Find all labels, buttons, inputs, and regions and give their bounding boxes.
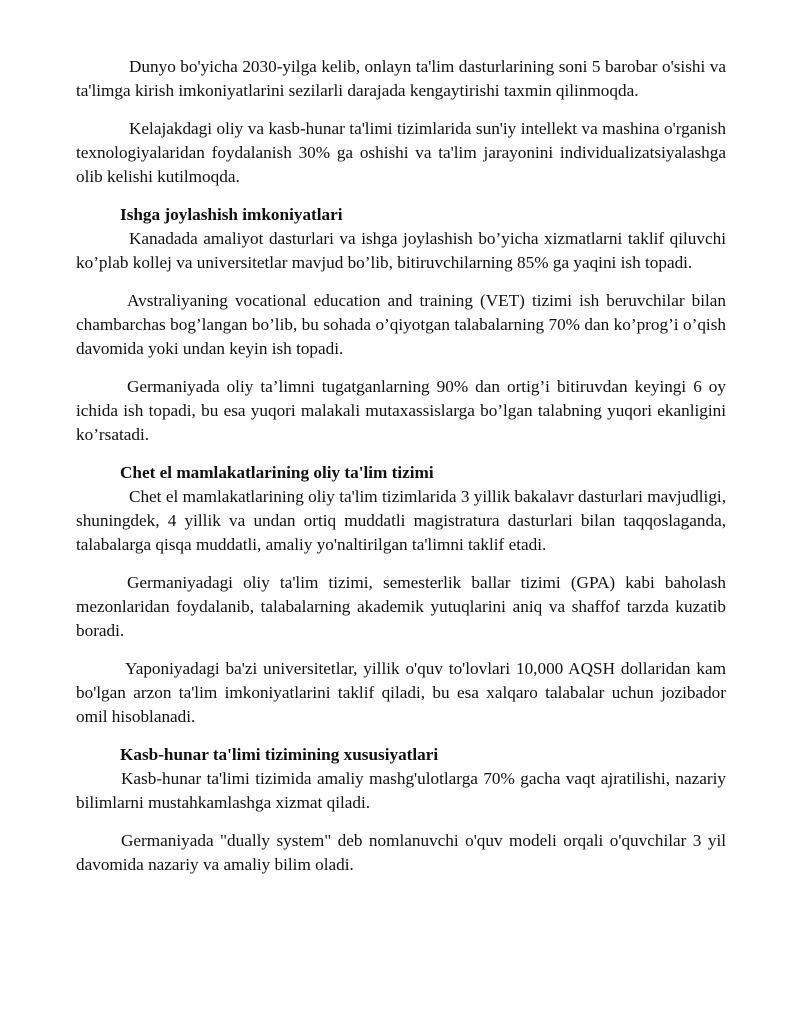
document-page: [76, 55, 726, 877]
paragraph-online-education: Dunyo bo'yicha 2030-yilga kelib, onlayn ta'lim dasturlarining soni 5 barobar o'sishi va ta'limga kirish imkoniyatlarini sezilarli darajada kengaytirishi taxmin qilinmoqda.: [76, 57, 726, 100]
heading-employment: Ishga joylashish imkoniyatlari: [120, 205, 343, 224]
paragraph-bachelor-programs: Chet el mamlakatlarining oliy ta'lim tizimlarida 3 yillik bakalavr dasturlari mavjudligi, shuningdek, 4 yillik va undan ortiq muddatli magistratura dasturlari bilan taqqoslaganda, talabalarga qisqa muddatli, amaliy yo'naltirilgan ta'limni taklif etadi.: [76, 487, 726, 554]
heading-foreign-higher-education: Chet el mamlakatlarining oliy ta'lim tizimi: [120, 463, 434, 482]
paragraph-canada-employment: Kanadada amaliyot dasturlari va ishga joylashish bo’yicha xizmatlarni taklif qiluvchi ko’plab kollej va universitetlar mavjud bo’lib, bitiruvchilarning 85% ga yaqini ish topadi.: [76, 229, 726, 272]
paragraph-vocational-practice: Kasb-hunar ta'limi tizimida amaliy mashg'ulotlarga 70% gacha vaqt ajratilishi, nazariy bilimlarni mustahkamlashga xizmat qiladi.: [76, 769, 726, 812]
paragraph-germany-gpa: Germaniyadagi oliy ta'lim tizimi, semesterlik ballar tizimi (GPA) kabi baholash mezonlaridan foydalanib, talabalarning akademik yutuqlarini aniq va shaffof tarzda kuzatib boradi.: [76, 573, 726, 640]
paragraph-ai-education: Kelajakdagi oliy va kasb-hunar ta'limi tizimlarida sun'iy intellekt va mashina o'rganish texnologiyalaridan foydalanish 30% ga oshishi va ta'lim jarayonini individualizatsiyalashga olib kelishi kutilmoqda.: [76, 119, 726, 186]
heading-vocational-features: Kasb-hunar ta'limi tizimining xususiyatlari: [120, 745, 439, 764]
paragraph-germany-employment: Germaniyada oliy ta’limni tugatganlarning 90% dan ortig’i bitiruvdan keyingi 6 oy ichida ish topadi, bu esa yuqori malakali mutaxassislarga bo’lgan talabning yuqori ekanligini ko’rsatadi.: [76, 377, 726, 444]
paragraph-australia-vet: Avstraliyaning vocational education and training (VET) tizimi ish beruvchilar bilan chambarchas bog’langan bo’lib, bu sohada o’qiyotgan talabalarning 70% dan ko’prog’i o’qish davomida yoki undan keyin ish topadi.: [76, 291, 726, 358]
paragraph-dual-system: Germaniyada "dually system" deb nomlanuvchi o'quv modeli orqali o'quvchilar 3 yil davomida nazariy va amaliy bilim oladi.: [76, 831, 726, 874]
paragraph-japan-tuition: Yaponiyadagi ba'zi universitetlar, yillik o'quv to'lovlari 10,000 AQSH dollaridan kam bo'lgan arzon ta'lim imkoniyatlarini taklif qiladi, bu esa xalqaro talabalar uchun jozibador omil hisoblanadi.: [76, 659, 726, 726]
